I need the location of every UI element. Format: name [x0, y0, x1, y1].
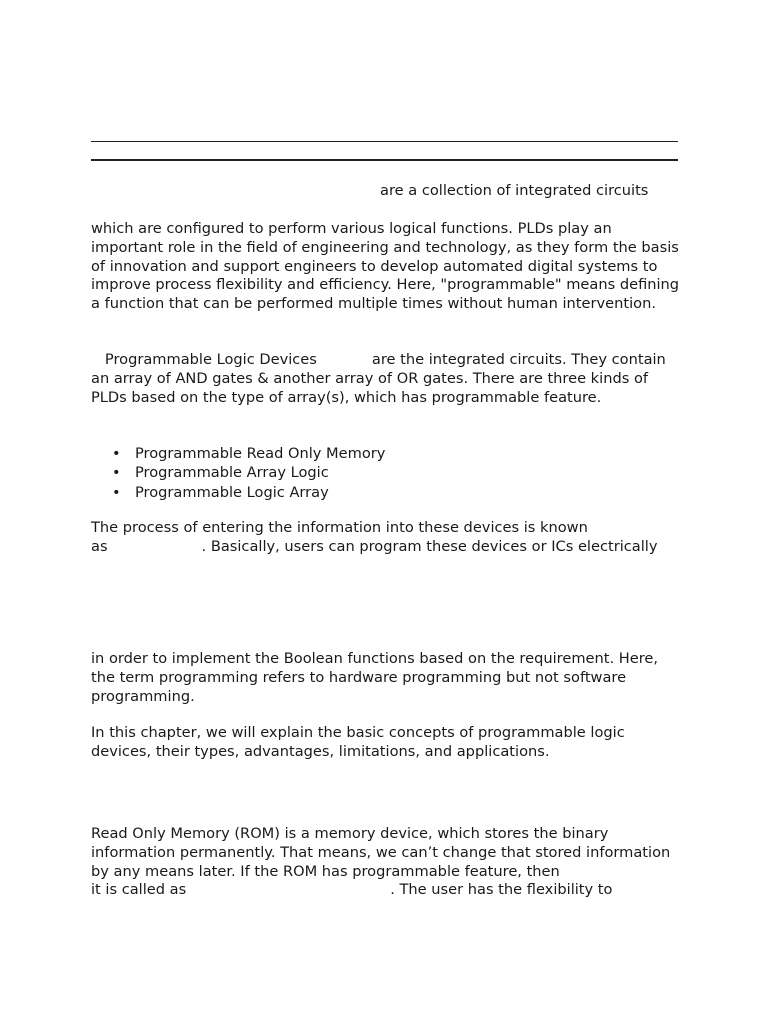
list-item [110, 444, 385, 463]
paragraph-boolean-functions: in order to implement the Boolean functions based on the requirement. Here, the term programming refers to hardware programming but not software programming. [91, 650, 659, 705]
list-item [110, 463, 385, 482]
bullet-icon: • [112, 464, 121, 482]
header-rule-top [91, 141, 678, 142]
programming-line-2-start: as [91, 537, 108, 555]
paragraph-chapter-overview: In this chapter, we will explain the basic concepts of programmable logic devices, their types, advantages, limitations, and applications. [91, 724, 625, 760]
list-item [110, 483, 385, 502]
header-rule-bottom [91, 159, 678, 161]
bullet-icon: • [112, 445, 121, 462]
paragraph-pld-types [91, 351, 681, 407]
rom-text: Read Only Memory (ROM) is a memory device, which stores the binary information permanently. That means, we can’t change that stored information by any means later. If the ROM has programmable feature, then [91, 825, 671, 880]
intro-tail-text: are a collection of integrated circuits [380, 182, 649, 199]
paragraph-pld-definition: which are configured to perform various logical functions. PLDs play an important role in the field of engineering and technology, as they form the basis of innovation and support engineers to develop automated digital systems to improve process flexibility and efficiency. Here, "programmable" means defining a function that can be performed multiple times without human intervention. [91, 220, 680, 313]
list-item-label: Programmable Read Only Memory [135, 445, 386, 462]
bullet-icon: • [112, 483, 121, 501]
paragraph-programming [91, 519, 681, 557]
list-item-label: Programmable Logic Array [135, 483, 329, 501]
pld-type-list [110, 444, 385, 502]
rom-last-end: . The user has the flexibility to [390, 881, 613, 899]
programming-line-2-end: . Basically, users can program these devices or ICs electrically [201, 537, 658, 555]
pld-types-text: are the integrated circuits. They contain an array of AND gates & another array of OR gates. There are three kinds of PLDs based on the type of array(s), which has programmable feature. [91, 351, 666, 406]
pld-term: Programmable Logic Devices [91, 351, 317, 368]
paragraph-rom [91, 825, 681, 900]
rom-last-start: it is called as [91, 881, 187, 899]
list-item-label: Programmable Array Logic [135, 464, 329, 482]
programming-line-1: The process of entering the information into these devices is known [91, 519, 588, 536]
